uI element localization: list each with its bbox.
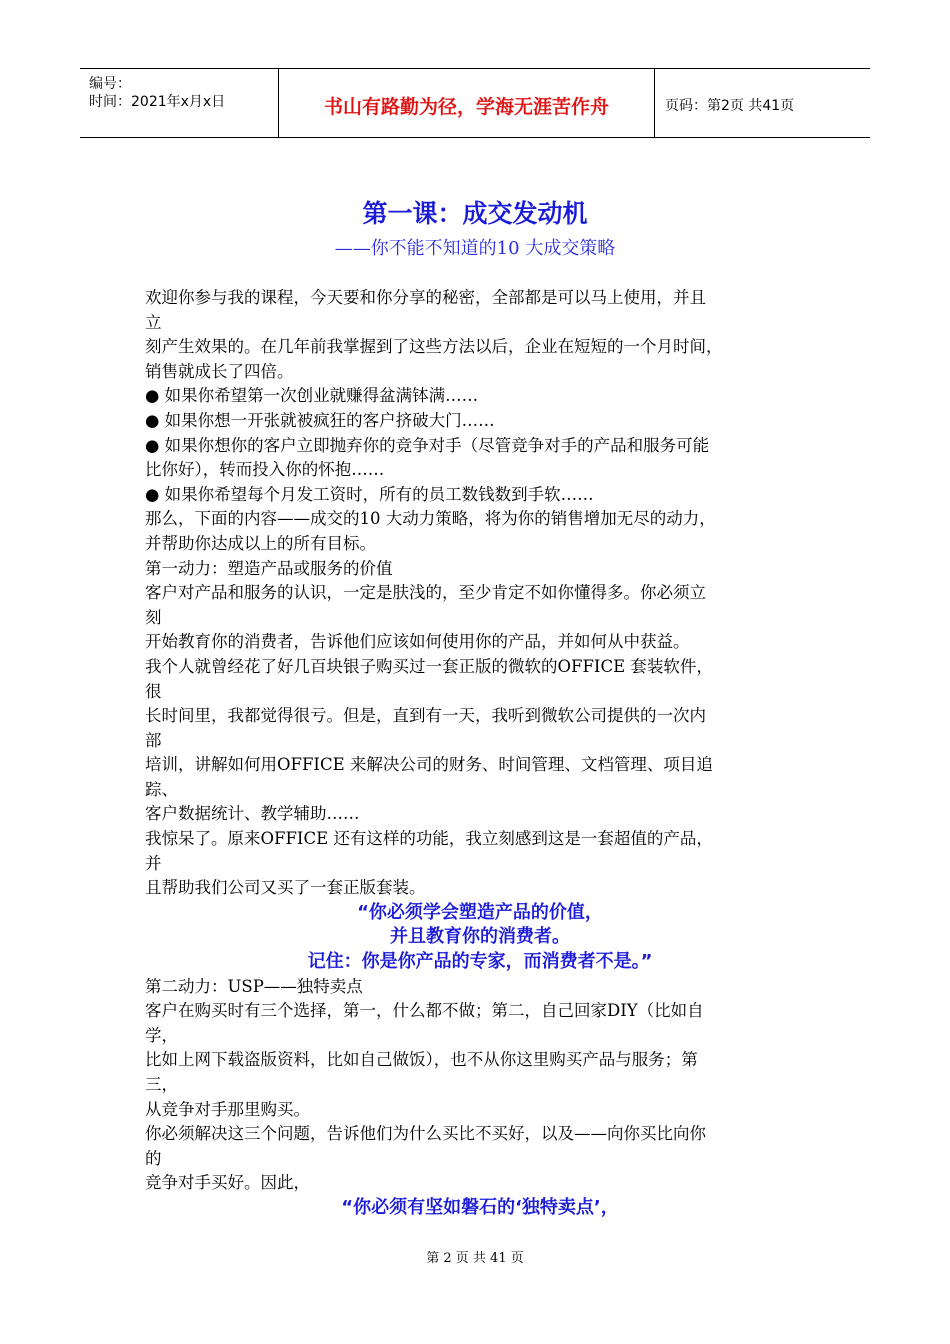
page-info: 页码：第2页 共41页 <box>665 98 795 114</box>
text-line: 刻产生效果的。在几年前我掌握到了这些方法以后，企业在短短的一个月时间， <box>145 337 723 357</box>
motto: 书山有路勤为径，学海无涯苦作舟 <box>323 96 609 118</box>
text-line: 我个人就曾经花了好几百块银子购买过一套正版的微软的OFFICE 套装软件， <box>145 656 713 676</box>
quote-line: 记住：你是你产品的专家，而消费者不是。” <box>307 951 653 973</box>
text-line: 欢迎你参与我的课程，今天要和你分享的秘密，全部都是可以马上使用，并且 <box>145 288 706 307</box>
text-line: ● 如果你想一开张就被疯狂的客户挤破大门…… <box>145 410 495 430</box>
text-line: 竞争对手买好。因此， <box>145 1173 310 1193</box>
text-line: 那么，下面的内容——成交的10 大动力策略，将为你的销售增加无尽的动力， <box>145 509 716 529</box>
text-line: 我惊呆了。原来OFFICE 还有这样的功能，我立刻感到这是一套超值的产品， <box>145 829 713 849</box>
text-line: 踪、 <box>145 779 178 799</box>
text-line: 从竞争对手那里购买。 <box>145 1099 310 1119</box>
text-line: 很 <box>145 681 162 701</box>
text-line: 第一动力：塑造产品或服务的价值 <box>145 558 393 578</box>
text-line: 比你好），转而投入你的怀抱…… <box>145 460 385 480</box>
text-line: 客户对产品和服务的认识，一定是肤浅的，至少肯定不如你懂得多。你必须立 <box>145 583 706 603</box>
lesson-subtitle: ——你不能不知道的10 大成交策略 <box>334 238 616 259</box>
text-line: 第二动力：USP——独特卖点 <box>145 976 363 996</box>
text-line: 立 <box>145 312 162 332</box>
text-line: 客户在购买时有三个选择，第一，什么都不做；第二，自己回家DIY（比如自 <box>145 1001 704 1021</box>
quote-line: 并且教育你的消费者。 <box>390 926 570 948</box>
text-line: 你必须解决这三个问题，告诉他们为什么买比不买好，以及——向你买比向你 <box>145 1124 706 1144</box>
text-line: ● 如果你希望每个月发工资时，所有的员工数钱数到手软…… <box>145 484 594 504</box>
text-line: 学， <box>145 1025 178 1045</box>
text-line: 三， <box>145 1075 178 1094</box>
text-line: 开始教育你的消费者，告诉他们应该如何使用你的产品，并如何从中获益。 <box>145 632 690 652</box>
page-header <box>80 68 870 138</box>
text-line: 比如上网下载盗版资料，比如自己做饭），也不从你这里购买产品与服务；第 <box>145 1050 698 1070</box>
header-meta-cell <box>80 69 279 137</box>
text-line: ● 如果你希望第一次创业就赚得盆满钵满…… <box>145 386 479 406</box>
page-footer: 第 2 页 共 41 页 <box>426 1251 524 1266</box>
header-page-cell <box>655 69 870 137</box>
text-line: 并帮助你达成以上的所有目标。 <box>145 533 376 553</box>
date-line: 时间：2021年x月x日 <box>89 94 226 110</box>
text-line: 的 <box>145 1148 162 1168</box>
text-line: 且帮助我们公司又买了一套正版套装。 <box>145 878 426 898</box>
text-line: 刻 <box>145 607 162 627</box>
quote-line: “你必须有坚如磐石的‘独特卖点’， <box>341 1196 619 1218</box>
text-line: ● 如果你想你的客户立即抛弃你的竞争对手（尽管竞争对手的产品和服务可能 <box>145 435 710 455</box>
text-line: 部 <box>145 730 162 750</box>
text-line: 并 <box>145 853 162 873</box>
document-body <box>145 286 815 1221</box>
text-line: 销售就成长了四倍。 <box>145 361 294 381</box>
header-motto-cell <box>279 69 655 137</box>
text-line: 客户数据统计、教学辅助…… <box>145 804 360 824</box>
quote-line: “你必须学会塑造产品的价值， <box>357 901 603 923</box>
text-line: 培训，讲解如何用OFFICE 来解决公司的财务、时间管理、文档管理、项目追 <box>145 755 713 775</box>
text-line: 长时间里，我都觉得很亏。但是，直到有一天，我听到微软公司提供的一次内 <box>145 706 706 726</box>
number-label: 编号： <box>89 76 131 92</box>
lesson-title: 第一课：成交发动机 <box>362 199 588 228</box>
